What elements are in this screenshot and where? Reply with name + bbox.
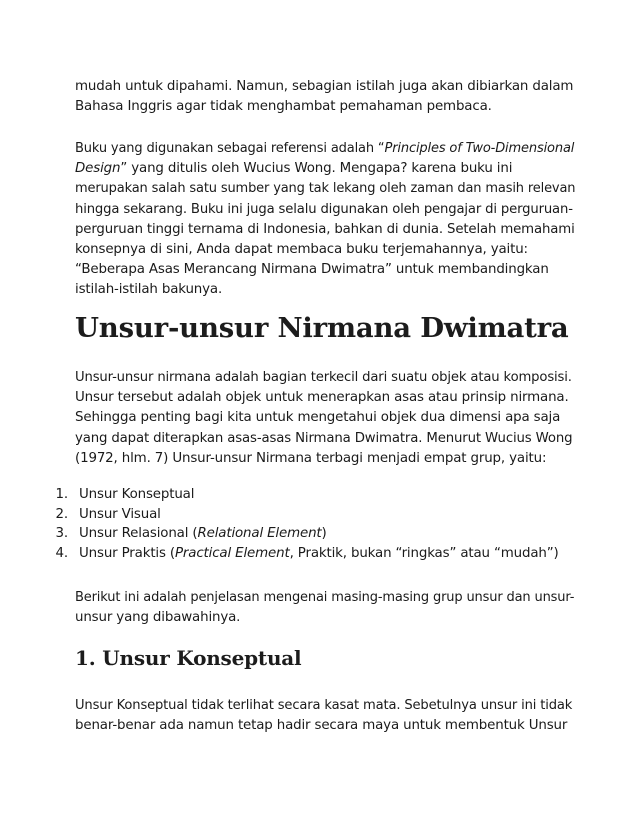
list-text — [79, 544, 559, 564]
list-number: 1. — [55, 487, 68, 502]
paragraph-line — [75, 159, 575, 179]
paragraph-line: perguruan tinggi ternama di Indonesia, bahkan di dunia. Setelah memahami — [75, 221, 575, 237]
paragraph-line: (1972, hlm. 7) Unsur-unsur Nirmana terbagi menjadi empat grup, yaitu: — [75, 450, 547, 466]
intro-continuation-paragraph — [75, 77, 575, 117]
text-run: , Praktik, bukan “ringkas” atau “mudah”) — [289, 545, 559, 561]
paragraph-line: mudah untuk dipahami. Namun, sebagian istilah juga akan dibiarkan dalam — [75, 79, 574, 94]
paragraph-line: Sehingga penting bagi kita untuk mengetahui objek dua dimensi apa saja — [75, 410, 561, 426]
book-title-italic: Design — [75, 161, 121, 177]
paragraph-line: Berikut ini adalah penjelasan mengenai masing-masing grup unsur dan unsur- — [75, 590, 575, 605]
list-text: Unsur Visual — [79, 506, 161, 522]
paragraph-line: Unsur-unsur nirmana adalah bagian terkecil dari suatu objek atau komposisi. — [75, 370, 572, 385]
main-heading: Unsur-unsur Nirmana Dwimatra — [75, 312, 569, 344]
paragraph-line: Unsur tersebut adalah objek untuk menerapkan asas atau prinsip nirmana. — [75, 390, 569, 406]
reference-paragraph — [75, 139, 575, 301]
list-item — [0, 544, 638, 564]
paragraph-line: konsepnya di sini, Anda dapat membaca buku terjemahannya, yaitu: — [75, 242, 528, 258]
list-item — [0, 505, 638, 525]
paragraph-line: Bahasa Inggris agar tidak menghambat pemahaman pembaca. — [75, 99, 492, 115]
paragraph-line: yang dapat diterapkan asas-asas Nirmana Dwimatra. Menurut Wucius Wong — [75, 430, 573, 446]
list-text — [79, 524, 327, 544]
list-number: 3. — [55, 526, 68, 542]
list-number: 4. — [55, 545, 68, 561]
text-run: Unsur Praktis ( — [79, 545, 175, 561]
list-number: 2. — [55, 506, 68, 522]
paragraph-line: benar-benar ada namun tetap hadir secara maya untuk membentuk Unsur — [75, 718, 568, 734]
list-item — [0, 485, 638, 505]
sub-heading: 1. Unsur Konseptual — [75, 646, 302, 670]
paragraph-line — [75, 139, 575, 159]
unsur-group-list — [0, 485, 638, 563]
berikut-paragraph — [75, 588, 575, 628]
list-item — [0, 524, 638, 544]
unsur-intro-paragraph — [75, 368, 575, 469]
paragraph-line: hingga sekarang. Buku ini juga selalu digunakan oleh pengajar di perguruan- — [75, 201, 573, 217]
paragraph-line: istilah-istilah bakunya. — [75, 282, 223, 298]
paragraph-line: “Beberapa Asas Merancang Nirmana Dwimatra” untuk membandingkan — [75, 262, 549, 278]
term-italic: Relational Element — [197, 526, 322, 542]
paragraph-line: unsur yang dibawahinya. — [75, 610, 241, 626]
text-run: Buku yang digunakan sebagai referensi adalah “ — [75, 141, 385, 156]
term-italic: Practical Element — [175, 545, 290, 561]
list-text: Unsur Konseptual — [79, 487, 195, 502]
text-run: ) — [321, 526, 327, 542]
text-run: Unsur Relasional ( — [79, 526, 198, 542]
text-run: ” yang ditulis oleh Wucius Wong. Mengapa? karena buku ini — [120, 161, 513, 177]
book-title-italic: Principles of Two-Dimensional — [384, 141, 575, 156]
paragraph-line: merupakan salah satu sumber yang tak lekang oleh zaman dan masih relevan — [75, 181, 576, 197]
konseptual-paragraph — [75, 696, 575, 736]
paragraph-line: Unsur Konseptual tidak terlihat secara kasat mata. Sebetulnya unsur ini tidak — [75, 698, 573, 713]
